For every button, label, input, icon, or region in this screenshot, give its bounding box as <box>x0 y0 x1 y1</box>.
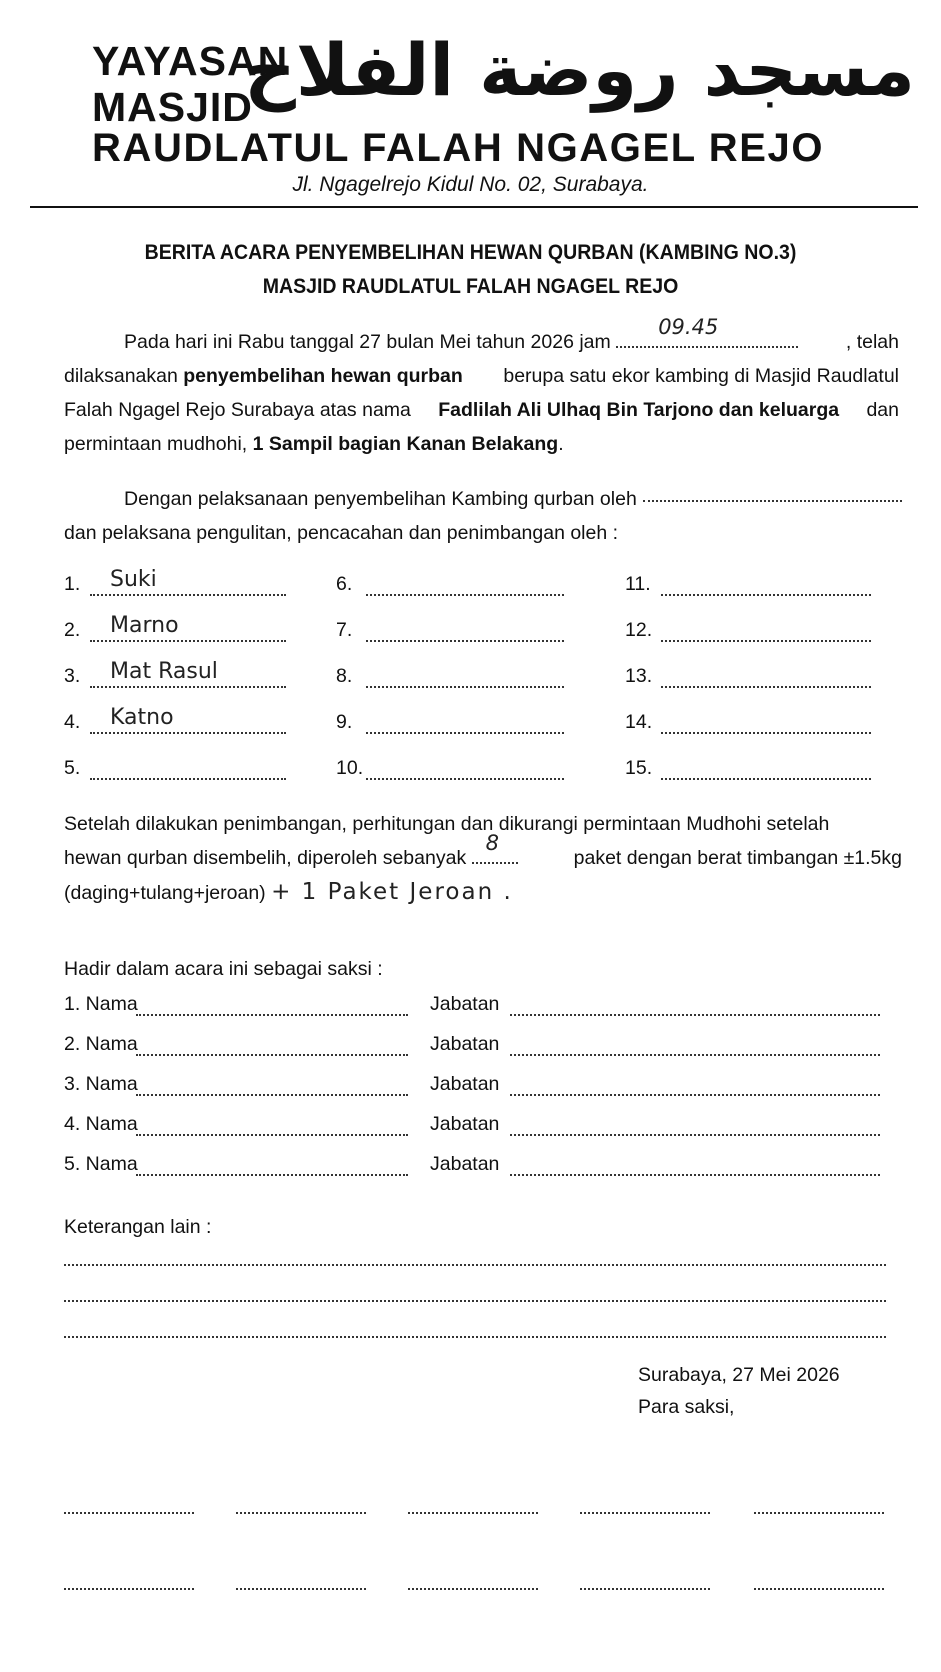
letterhead-line2: MASJID <box>92 84 253 130</box>
worker-field <box>90 567 286 596</box>
item-number: 7. <box>336 619 353 641</box>
item-number: 6. <box>336 573 353 595</box>
letterhead-mosque-name: RAUDLATUL FALAH NGAGEL REJO <box>92 126 825 170</box>
worker-name-handwritten: Katno <box>110 705 174 730</box>
list-item <box>336 658 564 688</box>
list-item <box>625 704 871 734</box>
document-title-line2: MASJID RAUDLATUL FALAH NGAGEL REJO <box>262 275 679 298</box>
signature-line <box>236 1588 366 1590</box>
witness-name-label: 1. Nama <box>64 993 138 1015</box>
letterhead-arabic-calligraphy: مسجد روضة الفلاح <box>244 28 915 112</box>
worker-field <box>661 572 871 596</box>
para1-text-g: permintaan mudhohi, <box>64 433 248 455</box>
item-number: 15. <box>625 757 653 779</box>
signature-line <box>236 1512 366 1514</box>
witness-position-label: Jabatan <box>430 993 500 1015</box>
witness-name-field <box>136 996 408 1016</box>
worker-field <box>366 710 564 734</box>
witness-position-field <box>510 1076 880 1096</box>
para3-text-c: paket dengan berat timbangan ±1.5kg <box>573 847 902 869</box>
notes-line <box>64 1264 886 1266</box>
item-number: 12. <box>625 619 653 641</box>
witness-row <box>64 1070 880 1096</box>
witness-position-field <box>510 1036 880 1056</box>
witness-name-field <box>136 1156 408 1176</box>
worker-name-handwritten: Suki <box>110 567 157 592</box>
worker-field <box>366 572 564 596</box>
witness-position-label: Jabatan <box>430 1153 500 1175</box>
para2-text-b: dan pelaksana pengulitan, pencacahan dan penimbangan oleh : <box>64 522 619 544</box>
notes-line <box>64 1336 886 1338</box>
signature-line <box>580 1588 710 1590</box>
item-number: 3. <box>64 665 81 687</box>
witness-position-field <box>510 996 880 1016</box>
worker-field <box>661 710 871 734</box>
para1-text-f: dan <box>866 399 899 421</box>
item-number: 8. <box>336 665 353 687</box>
para1-bold-e: Fadlilah Ali Ulhaq Bin Tarjono dan keluarga <box>438 399 840 421</box>
item-number: 10. <box>336 757 364 779</box>
package-count-field <box>472 831 518 864</box>
letterhead-divider <box>30 206 918 208</box>
witness-name-label: 2. Nama <box>64 1033 138 1055</box>
slaughterer-field <box>643 482 902 502</box>
item-number: 11. <box>625 573 651 595</box>
para1-text-d: berupa satu ekor kambing di Masjid Raudlatul <box>503 365 899 387</box>
para1-text-c: dilaksanakan <box>64 365 178 387</box>
para3-text-b: hewan qurban disembelih, diperoleh sebanyak <box>64 847 467 869</box>
notes-heading: Keterangan lain : <box>64 1216 212 1238</box>
list-item <box>625 566 871 596</box>
witness-position-field <box>510 1116 880 1136</box>
worker-field <box>661 756 871 780</box>
item-number: 14. <box>625 711 653 733</box>
signature-line <box>580 1512 710 1514</box>
witness-name-field <box>136 1116 408 1136</box>
list-item <box>625 750 871 780</box>
signature-line <box>408 1512 538 1514</box>
list-item <box>64 658 286 688</box>
package-count-handwritten: 8 <box>485 831 499 855</box>
document-title-line1: BERITA ACARA PENYEMBELIHAN HEWAN QURBAN (KAMBING NO.3) <box>144 241 797 264</box>
signature-line <box>64 1588 194 1590</box>
witness-row <box>64 1150 880 1176</box>
closing-signers-label: Para saksi, <box>638 1396 735 1418</box>
witness-position-label: Jabatan <box>430 1113 500 1135</box>
time-field <box>616 315 798 348</box>
para3-text-a: Setelah dilakukan penimbangan, perhitungan dan dikurangi permintaan Mudhohi setelah <box>64 813 830 835</box>
item-number: 2. <box>64 619 81 641</box>
para1-text-b: , telah <box>845 331 899 353</box>
list-item <box>64 704 286 734</box>
witness-row <box>64 1110 880 1136</box>
witness-position-label: Jabatan <box>430 1033 500 1055</box>
witness-row <box>64 990 880 1016</box>
time-handwritten: 09.45 <box>658 315 719 339</box>
para1-text-h: . <box>558 433 564 455</box>
para3-text-d: (daging+tulang+jeroan) <box>64 882 266 904</box>
witness-position-label: Jabatan <box>430 1073 500 1095</box>
worker-name-handwritten: Mat Rasul <box>110 659 218 684</box>
para3-handwritten-note: + 1 Paket Jeroan . <box>271 879 513 905</box>
item-number: 5. <box>64 757 81 779</box>
worker-field <box>90 756 286 780</box>
list-item <box>336 704 564 734</box>
paragraph-slaughter-info <box>64 315 899 461</box>
signature-line <box>408 1588 538 1590</box>
worker-field <box>661 618 871 642</box>
witness-heading: Hadir dalam acara ini sebagai saksi : <box>64 958 383 980</box>
witness-name-label: 3. Nama <box>64 1073 138 1095</box>
worker-name-handwritten: Marno <box>110 613 179 638</box>
list-item <box>625 658 871 688</box>
item-number: 4. <box>64 711 81 733</box>
paragraph-result <box>64 807 902 910</box>
worker-field <box>661 664 871 688</box>
notes-line <box>64 1300 886 1302</box>
worker-field <box>366 664 564 688</box>
signature-line <box>64 1512 194 1514</box>
item-number: 1. <box>64 573 81 595</box>
worker-field <box>90 705 286 734</box>
letterhead-line1: YAYASAN <box>92 38 289 84</box>
worker-field <box>90 613 286 642</box>
worker-field <box>90 659 286 688</box>
list-item <box>336 612 564 642</box>
para1-text-e: Falah Ngagel Rejo Surabaya atas nama <box>64 399 411 421</box>
signature-line <box>754 1588 884 1590</box>
worker-field <box>366 756 564 780</box>
item-number: 9. <box>336 711 353 733</box>
witness-name-field <box>136 1076 408 1096</box>
witness-position-field <box>510 1156 880 1176</box>
witness-row <box>64 1030 880 1056</box>
list-item <box>64 750 286 780</box>
signature-line <box>754 1512 884 1514</box>
list-item <box>336 750 564 780</box>
para1-bold-c: penyembelihan hewan qurban <box>183 365 463 387</box>
item-number: 13. <box>625 665 653 687</box>
list-item <box>64 566 286 596</box>
para1-bold-g: 1 Sampil bagian Kanan Belakang <box>252 433 559 455</box>
list-item <box>64 612 286 642</box>
list-item <box>625 612 871 642</box>
worker-field <box>366 618 564 642</box>
witness-name-field <box>136 1036 408 1056</box>
paragraph-executors <box>64 482 899 550</box>
witness-name-label: 5. Nama <box>64 1153 138 1175</box>
closing-place-date: Surabaya, 27 Mei 2026 <box>638 1364 840 1386</box>
list-item <box>336 566 564 596</box>
para2-text-a: Dengan pelaksanaan penyembelihan Kambing qurban oleh <box>124 488 637 510</box>
witness-name-label: 4. Nama <box>64 1113 138 1135</box>
letterhead-address: Jl. Ngagelrejo Kidul No. 02, Surabaya. <box>292 173 649 196</box>
para1-text-a: Pada hari ini Rabu tanggal 27 bulan Mei tahun 2026 jam <box>124 331 611 353</box>
